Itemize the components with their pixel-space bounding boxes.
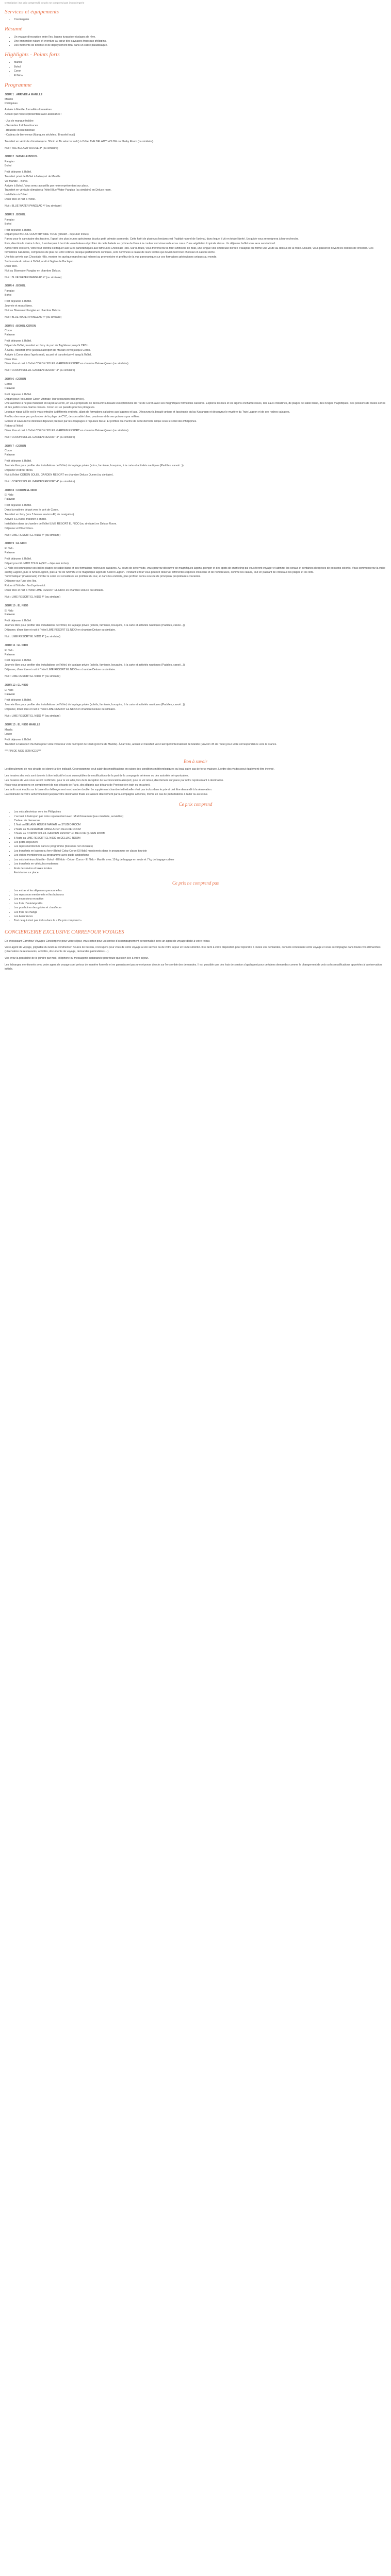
day-section — [5, 542, 386, 600]
day-text: Déjeuner, dîner libre et nuit à l'hôtel LIME RESORT EL NIDO en chambre Deluxe ou similaire. — [5, 708, 116, 711]
day-location: Coron — [5, 329, 12, 333]
day-location: Luçon — [5, 732, 12, 736]
day-location: Coron — [5, 382, 12, 386]
day-location: El Nido — [5, 649, 13, 652]
day-text: Retour à l'hôtel en fin d'après-midi. — [5, 584, 46, 588]
day-location: Palawan — [5, 498, 15, 501]
day-section — [5, 604, 386, 639]
list-item: • Conciergerie — [14, 18, 386, 22]
paragraph: Les horaires des vols sont donnés à titre indicatif et sont susceptibles de modifications de la part de la compagnie aérienne ou des autorités aéroportuaires. — [5, 774, 189, 777]
concierge-text — [5, 940, 386, 972]
day-hotel: Nuit : LIME RESORT EL NIDO 4* (ou similaire) — [5, 635, 61, 639]
day-location: El Nido — [5, 494, 13, 497]
list-item: • Les transferts en véhicules modernes — [14, 862, 386, 867]
list-item: • Les frais d'entrée/portés — [14, 902, 386, 906]
day-text: *** FIN DE NOS SERVICES*** — [5, 750, 41, 753]
day-text: - Serviettes fraîches/douces — [5, 124, 38, 127]
paragraph: La continuité de votre acheminement jusqu'à votre destination finale est assuré directement par la compagnie aérienne, même en cas de perturbations à l'aller ou au retour. — [5, 792, 208, 796]
day-text: Installation à l'hôtel. — [5, 193, 28, 197]
day-location: Manille — [5, 98, 13, 101]
day-text: Journée libre pour profiter des installations de l'hôtel, de la plage privée (soleils, farniente, bouquins, à la carte et activités nautiques (Paddles, canoë...)). — [5, 664, 186, 667]
day-title: JOUR 4 : BOHOL — [5, 284, 26, 288]
day-location: Palawan — [5, 453, 15, 457]
day-title: JOUR 1 : ARRIVÉE À MANILLE — [5, 93, 43, 96]
day-text: Journée libre pour profiter des installations de l'hôtel, de la plage privée (soins, farniente, bouquins, à la carte et activités nautiques (Paddles, canoë...)). — [5, 464, 185, 468]
list-item: • L'accueil à l'aéroport par notre représentant avec rafraîchissement (eau minérale, serviettes) — [14, 815, 386, 819]
day-location: Palawan — [5, 653, 15, 656]
summary-list — [5, 36, 386, 48]
day-text: Déjeuner, dîner libre et nuit à l'hôtel LIME RESORT EL NIDO en chambre Deluxe ou similaire. — [5, 629, 116, 632]
list-item: • Les repas non mentionnés et les boissons — [14, 893, 386, 897]
list-item: • Les frais de change — [14, 911, 386, 915]
list-item: • 1 Nuit au BELAMY HOUSE MAKATI en STUDIO ROOM — [14, 823, 386, 827]
list-item: • Les Assurances — [14, 915, 386, 919]
day-title: JOUR 2 : MANILLE BOHOL — [5, 155, 38, 159]
day-location: Bohol — [5, 164, 12, 167]
list-item: • Cadeau de bienvenue — [14, 819, 386, 823]
day-title: JOUR 7 : CORON — [5, 444, 26, 448]
list-item: • Une immersion nature et aventure au cœur des paysages tropicaux philippins. — [14, 40, 386, 44]
paragraph: Nous vous proposons en complément de nos départs de Paris, des départs aux départs de Province (en train ou en avion). — [5, 783, 151, 787]
day-text: Nuit à l'hôtel CORON SOLEIL GARDEN RESORT en chambre Deluxe Queen (ou similaire). — [5, 473, 114, 477]
day-text: El Nido est connu pour ses belles plages de sable blanc et ses formations rocheuses calcaires. Au cours de cette visite, vous pourrez découvrir de magnifiques lagons, plonger et des spots de snorkeling qui vous feront voyager et admirer les coraux et centaines d'espèces de poissons colorés. Vous commencerez la visite au Big Lagoon, puis le Small Lagoon, puis à l'île de Shimizu et le magnifique lagon de Secret Lagoon. Pendant le tour vous pourrez observer différentes espèces d'oiseaux et de nombreuses, comme les calaos, tout en passant de créneaux les plages et les îlots. — [5, 566, 385, 574]
nav-link-description[interactable]: Description — [5, 2, 17, 5]
day-text: Nuit au Bluewater Panglao en chambre Deluxe. — [5, 309, 61, 312]
paragraph: Les échanges mentionnés avec votre agent de voyage sont prévus de manière formelle et ne garantissent pas une réponse directe sur l'ensemble des demandes. Il est possible que des frais de service s'appliquent pour certaines demandes comme le changement de vols ou les modifications apportées à la réservation initiale. — [5, 963, 382, 971]
day-location: El Nido — [5, 609, 13, 613]
paragraph: Le déroulement de nos circuits est donné à titre indicatif. Ce programme peut subir des modifications en raison des conditions météorologiques ou local autre cas de force majeure. L'ordre des visites peut également être inversé. — [5, 767, 274, 771]
day-hotel: Nuit : LIME RESORT EL NIDO 4* (ou similaire) — [5, 675, 61, 679]
list-item: • Les repas mentionnés dans le programme (boissons non incluses) — [14, 845, 386, 849]
day-section — [5, 378, 386, 439]
day-text: Petit déjeuner à l'hôtel. — [5, 557, 32, 561]
day-title: JOUR 9 : EL NIDO — [5, 542, 27, 546]
day-text: Petit déjeuner à l'hôtel. — [5, 699, 32, 702]
day-section — [5, 284, 386, 319]
excluded-heading: Ce prix ne comprend pas — [172, 880, 219, 886]
day-text: Transfert en véhicule climatisé (env. 30min et 1h selon le trafic) à l'hôtel THE BELAMY HOUSE ou Shaby Room (ou similaire). — [5, 140, 154, 143]
day-section — [5, 213, 386, 280]
day-title: JOUR 8 : CORON EL NIDO — [5, 488, 37, 492]
day-title: JOUR 13 : EL NIDO MANILLE — [5, 723, 41, 727]
day-text: Journée et repas libres. — [5, 304, 33, 308]
day-text: Déjeuner et Dîner libres. — [5, 527, 34, 530]
day-text: Petit déjeuner à l'hôtel. — [5, 504, 32, 507]
list-item: • 2 Nuits au BLUEWATER PANGLAO en DELUXE ROOM — [14, 828, 386, 832]
list-item: • 5 Nuits au LIME RESORT EL NIDO en DELUXE ROOM — [14, 837, 386, 841]
day-text: Arrivée à Manille, formalités douanières. — [5, 108, 53, 112]
nav-link-included[interactable]: Ce prix comprend — [19, 2, 39, 5]
day-hotel: Nuit : LIME RESORT EL NIDO 4* (ou similaire) — [5, 533, 61, 537]
day-text: Dîner libre. — [5, 358, 18, 361]
good-to-know-text — [5, 768, 386, 796]
day-title: JOUR 11 : EL NIDO — [5, 644, 28, 647]
day-text: Profitez des eaux peu profondes de la plage de CYC, de son sable blanc poudreux et de ses poissons par milliers. — [5, 415, 140, 419]
day-text: Sur la route du retour à l'hôtel, arrêt à l'église de Baclayon. — [5, 260, 74, 263]
day-location: Bohol — [5, 222, 12, 226]
day-text: Journée libre pour profiter des installations de l'hôtel, de la plage privée (soleils, farniente, bouquins, à la carte et activités nautiques (Paddles, canoë...)). — [5, 624, 186, 628]
day-text: - Cadeau de bienvenue (Mangues séchées / Bracelet local) — [5, 133, 75, 137]
day-text: Retour à l'hôtel. — [5, 425, 24, 428]
day-text: Nuit au Bluewater Panglao en chambre Deluxe. — [5, 269, 61, 273]
nav-link-concierge[interactable]: Conciergerie — [70, 2, 85, 5]
day-text: Petit déjeuner à l'hôtel. — [5, 738, 32, 742]
list-item: • Les pourboires des guides et chauffeurs — [14, 906, 386, 910]
day-text: - Jus de mangue fraîche — [5, 120, 34, 123]
list-item: • Coron — [14, 70, 386, 74]
day-location: Panglao — [5, 290, 15, 293]
day-location: Palawan — [5, 613, 15, 617]
day-text: Vol Manille – Bohol. — [5, 179, 28, 183]
day-text: Dîner libre et nuit à l'hôtel LIME RESORT EL NIDO en chambre Deluxe ou similaire. — [5, 589, 104, 592]
day-text: Le pique-nique à l'île est le vous entraîne à différents endroits, allant de formations calcaires aux lagunes et lacs. Découvrez la beauté unique et fascinante du lac Kayangan et découvrez le mystère du Twin Lagoon et de ses roches calcaires. — [5, 411, 290, 414]
day-text: Partez pour le sanctuaire des tarsiers, l'appel des plus jeunes spécimens du plus petit primate au monde. Cette forêt de plusieurs hectares est l'habitat naturel de l'animal, dans lequel il vit en totale liberté. Un guide vous renseignera à leur recherche. — [5, 238, 299, 241]
day-section — [5, 155, 386, 209]
day-hotel: Nuit : BLUE WATER PANGLAO 4* (ou similaire) — [5, 276, 62, 279]
day-text: - Bouteille d'eau minérale — [5, 128, 35, 132]
paragraph: Les horaires de vols vous seront confirmés, pour le vol aller, lors de la réception de la convocation aéroport, pour le vol retour, directement sur place par notre représentant à destination. — [5, 778, 224, 782]
list-item: • Assistance sur place — [14, 871, 386, 875]
day-text: Déjeuner et dîner libres. — [5, 468, 34, 472]
day-section — [5, 93, 386, 151]
day-location: Palawan — [5, 333, 15, 336]
list-item: • Les vols aller/retour vers les Philippines — [14, 810, 386, 815]
day-text: Départ de l'hôtel, transfert en ferry du port de Tagbilaran jusqu'à CEBU. — [5, 344, 89, 347]
excluded-list — [5, 889, 386, 924]
paragraph: Les tarifs sont établis sur la base d'un hébergement en chambre double. Le supplément chambre individuelle n'est pas inclus dans le prix et doit être demandé à la réservation. — [5, 788, 213, 791]
list-item: • Manille — [14, 61, 386, 65]
concierge-heading: CONCIERGERIE EXCLUSIVE CARREFOUR VOYAGES — [5, 929, 124, 936]
day-location: Bohol — [5, 293, 12, 297]
day-text: Arrivée à Coron dans l'après-midi, accueil et transfert privé jusqu'à l'hôtel. — [5, 353, 92, 357]
day-text: Dîner libre et nuit à l'hôtel CORON SOLEIL GARDEN RESORT en chambre Deluxe Queen (ou similaire). — [5, 362, 129, 366]
day-hotel: Nuit : CORON SOLEIL GARDEN RESORT 4* (ou similaire) — [5, 435, 75, 439]
summary-heading: Résumé — [5, 26, 23, 32]
day-text: Une aventure à ne pas manquer en kayak à Coron, en vous proposant de découvrir la beauté exceptionnelle de l'île de Coron avec ses magnifiques formations calcaires. Explorez les lacs et les lagons enchanteresses, des eaux cristallines, de plages de sable blanc, des rivages magnifiques, des poissons de toutes sortes et des jardins sous-marins colorés. Coron est un paradis pour les plongeurs. — [5, 402, 386, 410]
list-item: • Les petits-déjeuners — [14, 841, 386, 845]
day-title: JOUR 12 : EL NIDO — [5, 684, 28, 687]
day-text: Dîner libre et nuit à l'hôtel CORON SOLEIL GARDEN RESORT en chambre Deluxe Queen (ou similaire). — [5, 429, 129, 432]
day-location: El Nido — [5, 688, 13, 692]
nav-separator: | — [38, 2, 41, 5]
list-item: • Les excursions en option — [14, 897, 386, 902]
day-text: Déjeuner sur l'une des îles. — [5, 580, 37, 583]
highlights-list — [5, 61, 386, 78]
product-page — [0, 0, 391, 972]
list-item: • Un voyage d'exception entre îles, lagons turquoise et plages de rêve. — [14, 36, 386, 40]
services-heading: Services et équipements — [5, 9, 59, 15]
list-item: • Les vols intérieurs Manille - Bohol - El Nido - Cebu - Coron - El Nido - Manille avec 10 kg de bagage en soute et 7 kg de bagage cabine — [14, 858, 386, 862]
day-location: Palawan — [5, 692, 15, 696]
day-text: Transfert en ferry (env 3 heures environ 4h) de navigation). — [5, 513, 75, 516]
list-item: • Frais de service et taxes locales — [14, 867, 386, 871]
day-text: Petit déjeuner à l'hôtel. — [5, 170, 32, 174]
day-title: JOUR 10 : EL NIDO — [5, 604, 28, 607]
day-text: Petit déjeuner à l'hôtel. — [5, 619, 32, 623]
day-hotel: Nuit : LIME RESORT EL NIDO 4* (ou similaire) — [5, 596, 61, 599]
day-title: JOUR 3 : BOHOL — [5, 213, 26, 217]
day-hotel: Nuit : CORON SOLEIL GARDEN RESORT 4* (ou similaire) — [5, 480, 75, 483]
day-text: "Informatique" (maintenant) d'éviter le soleil est considérée en profitant du tour, et dans les endroits, plus profond connu sous le de principaux propriétaires courantes. — [5, 575, 201, 579]
program-heading: Programme — [5, 81, 32, 88]
included-heading: Ce prix comprend — [178, 802, 213, 807]
day-hotel: Nuit : THE BELAMY HOUSE 3* (ou similaire) — [5, 146, 58, 150]
day-text: À Cebu, transfert privé jusqu'à l'aéroport de Mactan et vol jusqu'à Coron. — [5, 348, 91, 352]
day-text: Puis, direction la rivière Loboc, à embarquer à bord de votre bateau et profitez de cette balade au rythme de l'eau à la couleur vert émeraude et au cœur d'une végétation tropicale dense. Un déjeuner buffet vous sera servi à bord. — [5, 242, 276, 246]
day-text: Petit déjeuner à l'hôtel. — [5, 393, 32, 396]
day-location: Palawan — [5, 551, 15, 554]
day-text: Déjeuner, dîner libre et nuit à l'hôtel LIME RESORT EL NIDO en chambre Deluxe ou similaire. — [5, 668, 116, 672]
day-hotel: Nuit : CORON SOLEIL GARDEN RESORT 4* (ou similaire) — [5, 369, 75, 372]
day-text: Petit déjeuner à l'hôtel. — [5, 339, 32, 343]
list-item: • 3 Nuits au CORON SOLEIL GARDEN RESORT en DELUXE QUEEN ROOM — [14, 832, 386, 836]
day-text: Petit déjeuner à l'hôtel. — [5, 228, 32, 232]
day-location: Philippines — [5, 102, 18, 106]
day-hotel: Nuit : BLUE WATER PANGLAO 4* (ou similaire) — [5, 315, 62, 319]
day-text: Départ pour EL NIDO TOUR A (SIC – déjeuner inclus). — [5, 562, 70, 565]
day-location: El Nido — [5, 547, 13, 550]
day-text: Petit déjeuner à l'hôtel. — [5, 460, 32, 463]
nav-link-excluded[interactable]: Ce prix ne comprend pas — [40, 2, 69, 5]
list-item: • Les extras et les dépenses personnelles — [14, 889, 386, 893]
day-text: Arrivée à El Nido, transfert à l'hôtel. — [5, 517, 47, 521]
day-text: Départ pour l'excursion Coron Ultimate Tour (excursion non privée). — [5, 397, 85, 401]
paragraph: Votre agent de voyage, joignable du lundi au vendredi en heures de bureau, s'occupera pour vous de votre voyage à son service ou de votre séjour en toute sérénité. Il se tient à votre disposition pour répondre à toutes vos demandes, conseils concernant votre voyage et vous accompagne dans toutes vos démarches (réservation de restaurants, activités, documents de voyage, demandes particulières ...). — [5, 946, 381, 954]
list-item: • El Nido — [14, 74, 386, 78]
day-section — [5, 723, 386, 754]
day-text: Dans la matinée départ vers le port de Coron. — [5, 508, 59, 512]
day-text: Transfert à l'aéroport d'El Nido pour votre vol retour vers l'aéroport de Clark (proche de Manille). À l'arrivée, accueil et transfert vers l'aéroport international de Manille (Environ 3h de route) pour votre correspondance vers la France. — [5, 743, 277, 747]
day-text: Journée libre pour profiter des installations de l'hôtel, de la plage privée (soleils, farniente, bouquins, à la carte et activités nautiques (Paddles, canoë...)). — [5, 703, 186, 707]
list-item: • Des moments de détente et de dépaysement total dans un cadre paradisiaque. — [14, 44, 386, 48]
day-text: Transfert en véhicule climatisé à l'hôtel Blue Water Panglao (ou similaire) en Deluxe room. — [5, 189, 112, 192]
day-section — [5, 644, 386, 679]
day-title: JOUR 6 : CORON — [5, 378, 26, 381]
list-item: • Les transferts en bateau ou ferry (Bohol-Cebu-Coron-El Nido) mentionnés dans le programme en classe touriste — [14, 850, 386, 854]
day-text: Dîner libre et nuit à l'hôtel. — [5, 198, 36, 201]
anchor-nav — [5, 2, 386, 5]
paragraph: En choisissant Carrefour Voyages Conciergerie pour votre séjour, vous optez pour un service d'accompagnement personnalisé avec un agent de voyage dédié à votre retour. — [5, 939, 210, 943]
day-text: Départ pour BOHOL COUNTRYSIDE TOUR (privatif – déjeuner inclus). — [5, 233, 90, 236]
day-location: Panglao — [5, 218, 15, 222]
day-section — [5, 684, 386, 719]
paragraph: Vos avez la possibilité de le joindre par mail, téléphone ou messagerie instantanée pour toute question liée à votre séjour. — [5, 957, 149, 960]
nav-separator: | — [68, 2, 71, 5]
day-section — [5, 489, 386, 538]
day-location: Panglao — [5, 160, 15, 164]
day-hotel: Nuit : LIME RESORT EL NIDO 4* (ou similaire) — [5, 715, 61, 718]
list-item: • Bohol — [14, 65, 386, 70]
day-text: Transfert privé de l'hôtel à l'aéroport de Manille. — [5, 175, 61, 178]
nav-separator: | — [17, 2, 19, 5]
day-hotel: Nuit : BLUE WATER PANGLAO 4* (ou similaire) — [5, 205, 62, 208]
day-text: Arrivée à Bohol. Vous serez accueillis par notre représentant sur place. — [5, 184, 89, 188]
included-list — [5, 810, 386, 875]
day-location: Coron — [5, 449, 12, 453]
day-text: Petit déjeuner à l'hôtel. — [5, 299, 32, 303]
day-text: Accueil par notre représentant avec assistance : — [5, 113, 62, 116]
day-text: Dîner libre. — [5, 264, 18, 268]
program-days — [5, 93, 386, 754]
day-text: Petit déjeuner à l'hôtel. — [5, 659, 32, 663]
day-title: JOUR 5 : BOHOL CORON — [5, 324, 36, 328]
day-text: Installation dans la chambre de l'hôtel LIME RESORT EL NIDO (ou similaire) en Deluxe Room. — [5, 522, 117, 526]
day-location: Manila — [5, 728, 13, 732]
day-text: Après votre croisière, votre tour continu s'attaquer aux vues panoramiques aux fameuses Chocolate Hills. Sur la route, vous traverserez la forêt artificielle de Bilar, une longue voie ombreuse bordée d'acajous qui forme une voûte au-dessus de la route. Ensuite, vous passerez devant les collines de chocolat. Ces formations naturelles, composées de plus de 1000 collines presque parfaitement coniques, sont nommées à cause de leurs teintes qui deviennent brun chocolat en saison sèche. — [5, 247, 373, 255]
highlights-heading: Highlights - Points forts — [5, 52, 60, 58]
services-list — [5, 18, 386, 22]
list-item: • Tout ce qui n'est pas inclus dans la « Ce prix comprend » — [14, 919, 386, 923]
day-text: Goûtez et savourez le délicieux déjeuner préparé par les équipages à l'épuisée bleue. Et profitez du charme de cette dernière crique sous le soleil des Philippines. — [5, 420, 197, 423]
day-location: Palawan — [5, 386, 15, 390]
list-item: • Les visites mentionnées au programme avec guide anglophone — [14, 854, 386, 858]
day-section — [5, 325, 386, 374]
day-text: Une fois arrivés aux Chocolate Hills, montez les quelque marches qui mènent au promontoire et profitez de la vue panoramique sur ces formations géologiques uniques au monde. — [5, 255, 217, 259]
good-to-know-heading: Bon à savoir — [184, 759, 207, 765]
day-section — [5, 445, 386, 484]
